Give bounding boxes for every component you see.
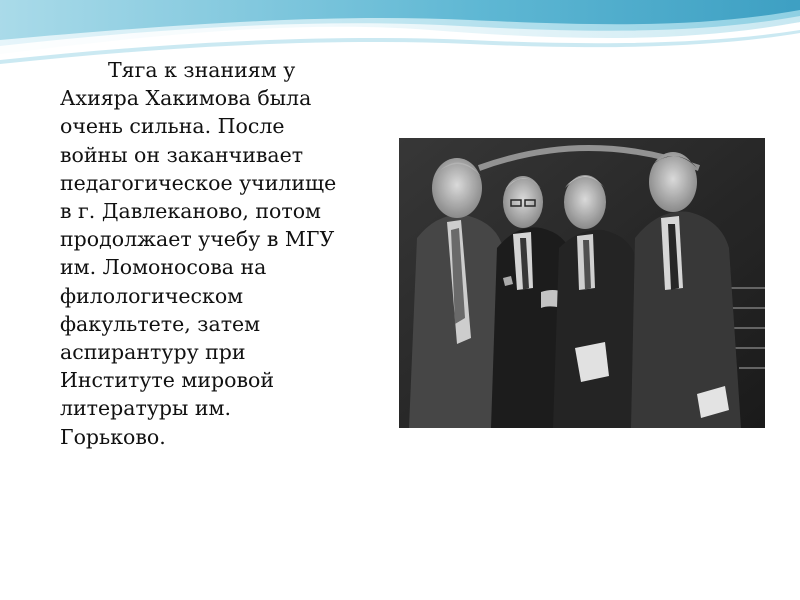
group-photo-four-men — [399, 138, 765, 428]
slide-body-text: Тяга к знаниям у Ахияра Хакимова была очень сильна. После войны он заканчивает педагогическое училище в г. Давлеканово, потом продолжает учебу в МГУ им. Ломоносова на филологическом факультете, затем аспирантуру при Институте мировой литературы им. Горьково. — [60, 58, 337, 449]
